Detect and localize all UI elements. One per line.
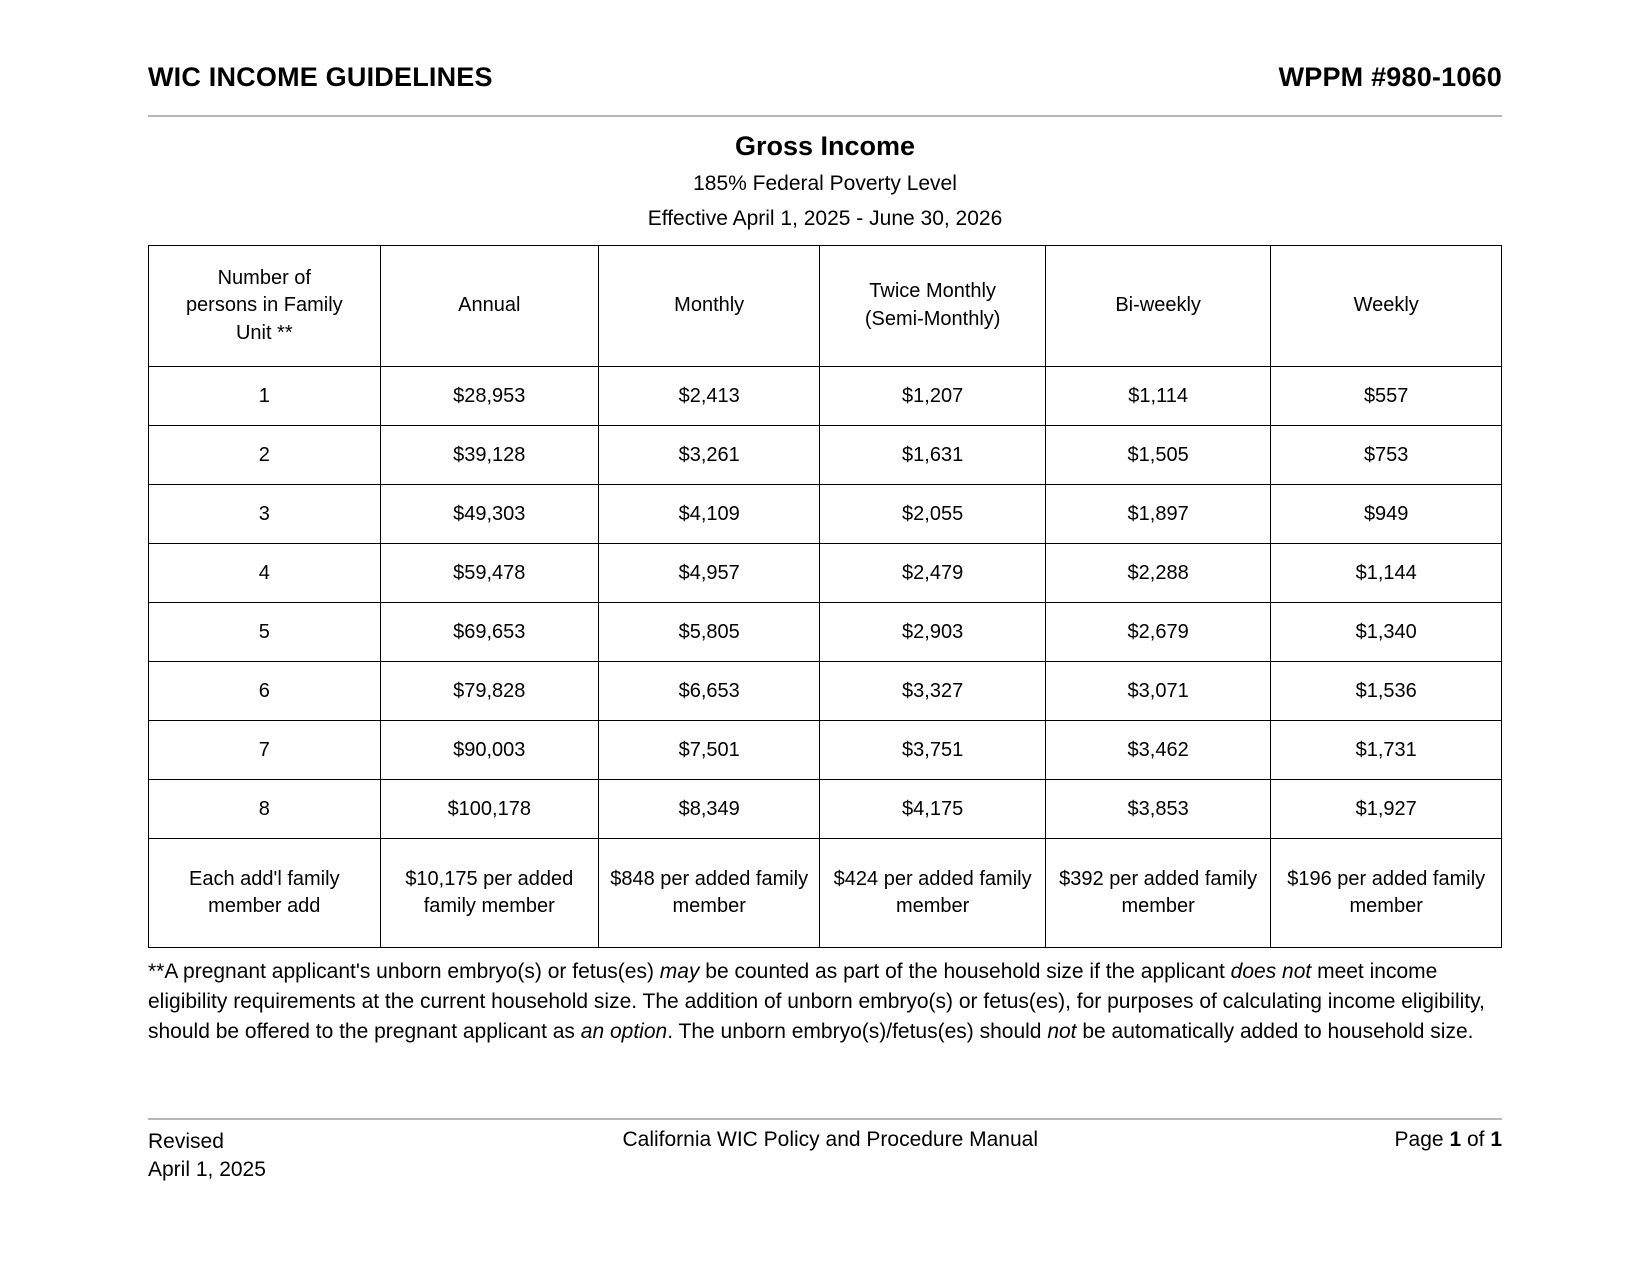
footer-page-middle: of	[1461, 1128, 1491, 1151]
footer-page-prefix: Page	[1394, 1128, 1450, 1151]
cell-twice-monthly: $1,207	[820, 367, 1046, 426]
table-row	[149, 780, 1502, 839]
footnote-italic-2: does not	[1230, 960, 1312, 983]
cell-persons: 6	[149, 662, 381, 721]
cell-biweekly: $1,114	[1045, 367, 1271, 426]
cell-biweekly: $1,505	[1045, 426, 1271, 485]
header-document-code: WPPM #980-1060	[1278, 62, 1502, 92]
cell-weekly: $557	[1271, 367, 1502, 426]
cell-annual-additional: $10,175 per added family member	[380, 839, 598, 948]
document-header	[148, 62, 1502, 93]
cell-annual: $49,303	[380, 485, 598, 544]
cell-persons: 5	[149, 603, 381, 662]
cell-persons-additional: Each add'l family member add	[149, 839, 381, 948]
footnote-part-4: . The unborn embryo(s)/fetus(es) should	[667, 1019, 1048, 1043]
cell-twice-monthly-additional: $424 per added family member	[820, 839, 1046, 948]
cell-weekly: $753	[1271, 426, 1502, 485]
cell-monthly: $5,805	[598, 603, 819, 662]
cell-weekly: $1,731	[1271, 721, 1502, 780]
footnote-part-2: be counted as part of the household size if the applicant	[699, 960, 1231, 983]
table-row	[149, 544, 1502, 603]
cell-weekly: $1,536	[1271, 662, 1502, 721]
cell-persons: 4	[149, 544, 381, 603]
cell-twice-monthly: $3,751	[820, 721, 1046, 780]
title-block	[148, 131, 1502, 231]
footnote-part-5: be automatically added to household size.	[1076, 1019, 1474, 1043]
table-row	[149, 485, 1502, 544]
footer-page-indicator	[1395, 1128, 1502, 1152]
footer-manual-name: California WIC Policy and Procedure Manual	[622, 1128, 1038, 1151]
cell-weekly: $1,340	[1271, 603, 1502, 662]
cell-weekly: $949	[1271, 485, 1502, 544]
cell-persons: 1	[149, 367, 381, 426]
cell-annual: $79,828	[380, 662, 598, 721]
footer-divider	[148, 1118, 1502, 1120]
table-row	[149, 662, 1502, 721]
effective-dates: Effective April 1, 2025 - June 30, 2026	[647, 207, 1003, 230]
column-header-persons-line1: Number of	[217, 266, 311, 289]
footnote-part-3: meet income eligibility requirements at the current household size. The addition of unborn embryo(s) or fetus(es), for purposes of calculating income eligibility, should be offered to the pregnant applicant as	[148, 960, 1485, 1043]
cell-weekly: $1,927	[1271, 780, 1502, 839]
cell-twice-monthly: $4,175	[820, 780, 1046, 839]
column-header-twice-monthly-line1: Twice Monthly	[869, 280, 996, 303]
cell-annual: $100,178	[380, 780, 598, 839]
footnote-part-1: **A pregnant applicant's unborn embryo(s) or fetus(es)	[148, 960, 660, 983]
cell-monthly-additional: $848 per added family member	[598, 839, 819, 948]
cell-monthly: $4,109	[598, 485, 819, 544]
cell-biweekly: $2,679	[1045, 603, 1271, 662]
cell-annual: $59,478	[380, 544, 598, 603]
cell-twice-monthly: $1,631	[820, 426, 1046, 485]
table-row	[149, 426, 1502, 485]
footer-revised-date: April 1, 2025	[148, 1158, 266, 1182]
table-row	[149, 367, 1502, 426]
footnote-italic-4: not	[1047, 1019, 1077, 1043]
table-header-row	[149, 246, 1502, 367]
cell-annual: $39,128	[380, 426, 598, 485]
column-header-biweekly: Bi-weekly	[1045, 246, 1271, 367]
table-row-additional-member	[149, 839, 1502, 948]
header-title: WIC INCOME GUIDELINES	[148, 62, 493, 92]
cell-annual: $28,953	[380, 367, 598, 426]
footer-revised-label: Revised	[148, 1130, 224, 1153]
header-divider	[148, 115, 1502, 117]
column-header-persons	[149, 246, 381, 367]
footer-revised-block	[148, 1128, 266, 1185]
cell-twice-monthly: $2,903	[820, 603, 1046, 662]
footnote-text	[148, 957, 1502, 1046]
footnote-italic-1: may	[659, 960, 700, 983]
table-row	[149, 603, 1502, 662]
document-footer	[148, 1128, 1502, 1185]
page-subtitle: 185% Federal Poverty Level	[693, 172, 957, 195]
column-header-annual: Annual	[380, 246, 598, 367]
cell-monthly: $7,501	[598, 721, 819, 780]
cell-monthly: $8,349	[598, 780, 819, 839]
column-header-weekly: Weekly	[1271, 246, 1502, 367]
cell-annual: $69,653	[380, 603, 598, 662]
page-title: Gross Income	[734, 131, 916, 161]
cell-biweekly: $3,462	[1045, 721, 1271, 780]
cell-monthly: $3,261	[598, 426, 819, 485]
cell-persons: 8	[149, 780, 381, 839]
column-header-twice-monthly	[820, 246, 1046, 367]
cell-biweekly: $3,071	[1045, 662, 1271, 721]
cell-monthly: $4,957	[598, 544, 819, 603]
cell-twice-monthly: $3,327	[820, 662, 1046, 721]
cell-annual: $90,003	[380, 721, 598, 780]
cell-weekly: $1,144	[1271, 544, 1502, 603]
cell-biweekly-additional: $392 per added family member	[1045, 839, 1271, 948]
cell-persons: 7	[149, 721, 381, 780]
column-header-monthly: Monthly	[598, 246, 819, 367]
cell-biweekly: $2,288	[1045, 544, 1271, 603]
cell-biweekly: $3,853	[1045, 780, 1271, 839]
cell-persons: 3	[149, 485, 381, 544]
column-header-twice-monthly-line2: (Semi-Monthly)	[864, 308, 1001, 330]
cell-monthly: $6,653	[598, 662, 819, 721]
column-header-persons-line3: Unit **	[235, 321, 293, 344]
cell-weekly-additional: $196 per added family member	[1271, 839, 1502, 948]
cell-persons: 2	[149, 426, 381, 485]
cell-monthly: $2,413	[598, 367, 819, 426]
income-guidelines-table	[148, 245, 1502, 948]
column-header-persons-line2: persons in Family	[185, 294, 343, 317]
footer-page-number: 1	[1449, 1128, 1462, 1151]
footer-page-total: 1	[1490, 1128, 1502, 1151]
cell-twice-monthly: $2,479	[820, 544, 1046, 603]
footnote-italic-3: an option	[580, 1019, 668, 1043]
cell-twice-monthly: $2,055	[820, 485, 1046, 544]
cell-biweekly: $1,897	[1045, 485, 1271, 544]
table-row	[149, 721, 1502, 780]
